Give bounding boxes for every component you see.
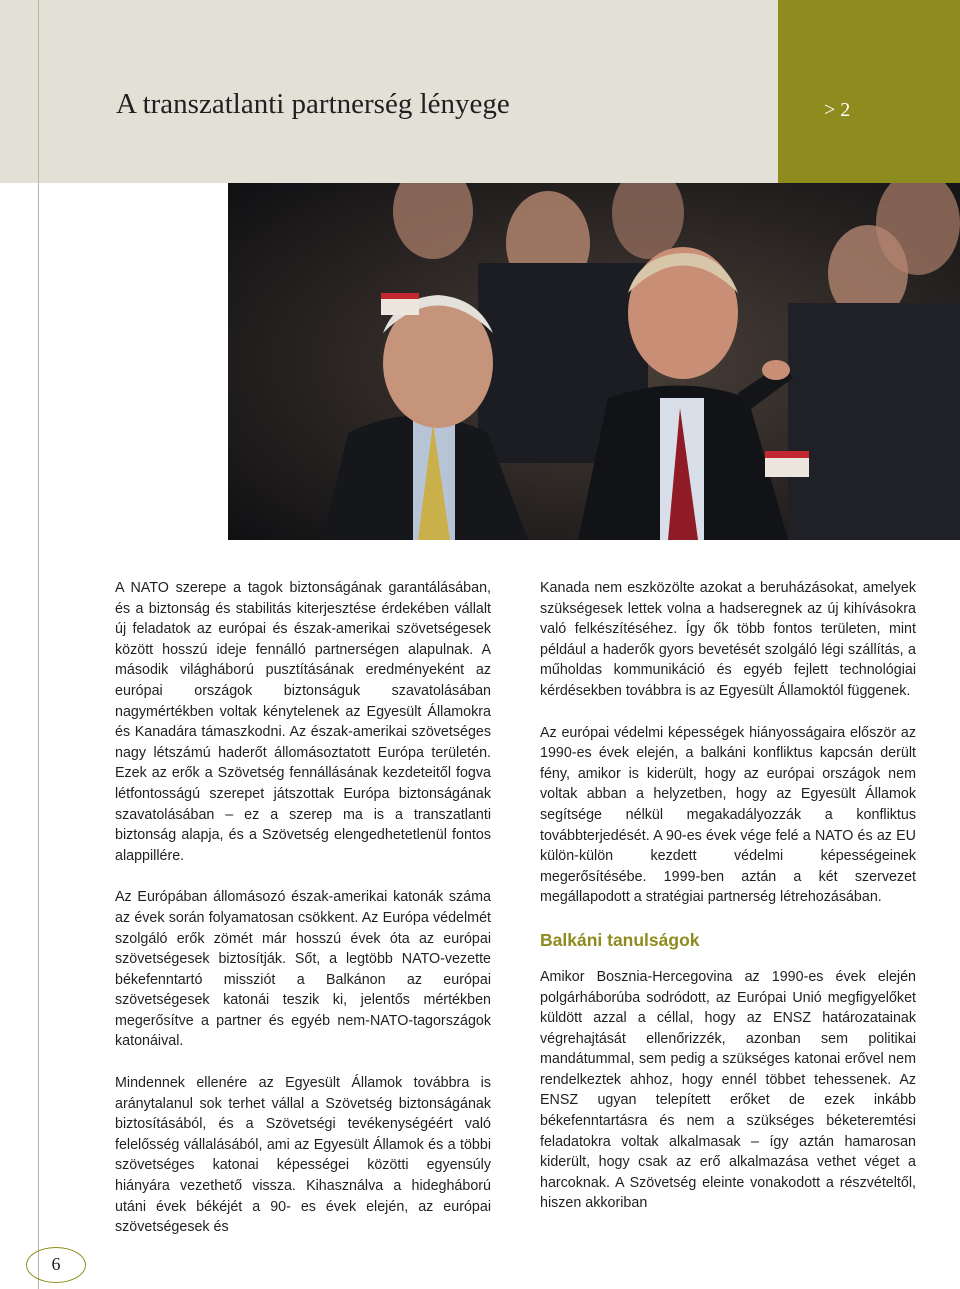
paragraph: Mindennek ellenére az Egyesült Államok továbbra is aránytalanul sok terhet vállal a Szövetség biztonságának biztosításából, és a Szövetségi tevékenységéért való felelősség vállalásából, ami az Egyesült Államok és a többi szövetséges katonai képességei közötti egyensúly hiányára vezethető vissza. Kihasználva a hidegháború utáni évek békéjét a 90- es évek elején, az európai szövetségesek és (115, 1075, 491, 1236)
header-accent-block (778, 0, 960, 183)
photo-placeholder-icon (228, 183, 960, 540)
section-heading: Balkáni tanulságok (540, 929, 700, 950)
section-marker: > 2 (824, 99, 851, 121)
paragraph: A NATO szerepe a tagok biztonságának garantálásában, és a biztonság és stabilitás kiterjesztése érdekében vállalt új feladatok az európai és észak-amerikai szövetségesek között hosszú ideje fennálló partnerségen alapulnak. A második világháború pusztításának eredményeként az európai országok biztonságuk szavatolásában nagymértékben voltak kénytelenek az Egyesült Államokra és Kanadára támaszkodni. Az észak-amerikai szövetséges nagy létszámú haderőt állomásoztatott Európa területén. Ezek az erők a Szövetség fennállásának kezdeteitől fogva létfontosságú szerepet játszottak Európa biztonságának szavatolásában – ez a szerep ma is a transzatlanti biztonság alapja, és a Szövetség elengedhetetlenül fontos alappillére. (115, 580, 491, 864)
page-number: 6 (51, 1254, 61, 1274)
page-title: A transzatlanti partnerség lényege (116, 88, 510, 120)
paragraph: Amikor Bosznia-Hercegovina az 1990-es évek elején polgárháborúba sodródott, az Európai Unió megfigyelőket küldött azzal a céllal, hogy az ENSZ határozatainak végrehajtását ellenőrizzék, azonban sem politikai mandátummal, sem pedig a szükséges katonai erővel nem rendelkeztek ahhoz, hogy ennél többet tehessenek. Az ENSZ ugyan telepített erőket de ezek inkább békefenntartásra és nem a szükséges béketeremtési feladatokra voltak alkalmasak – így aztán hamarosan kiderült, hogy csak az erő alkalmazása vethet véget a harcoknak. A Szövetség eleinte vonakodott a részvételtől, hiszen akkoriban (540, 968, 916, 1212)
paragraph: Az európai védelmi képességek hiányosságaira először az 1990-es évek elején, a balkáni konfliktus kapcsán derült fény, amikor is kiderült, hogy az európai országok nem voltak abban a helyzetben, hogy az Egyesült Államok segítsége nélkül megakadályozzák a konfliktus továbbterjedését. A 90-es évek vége felé a NATO és az EU külön-külön kezdett védelmi képességeinek megerősítésébe. 1999-ben aztán a két szervezet megállapodott a stratégiai partnerség létrehozásában. (540, 724, 916, 906)
right-column (540, 578, 916, 1235)
left-margin-rule (38, 0, 39, 1289)
photo (228, 183, 960, 540)
left-column (115, 578, 491, 1259)
paragraph: Kanada nem eszközölte azokat a beruházásokat, amelyek szükségesek lettek volna a hadseregnek az új kihívásokra való felkészítéséhez. Így ők több fontos területen, mint például a haderők gyors bevetését szolgáló légi szállítás, a műholdas kommunikáció és egyéb fejlett technológiai kérdésekben továbbra is az Egyesült Államoktól függenek. (540, 580, 916, 699)
paragraph: Az Európában állomásozó észak-amerikai katonák száma az évek során folyamatosan csökkent. Az Európa védelmét szolgáló erők zömét már hosszú évek óta az európai szövetségesek biztosítják. Sőt, a legtöbb NATO-vezette békefenntartó missziót a Balkánon az európai szövetségesek katonái teszik ki, jelentős mértékben megerősítve a partner és egyéb nem-NATO-tagországok katonáival. (115, 889, 491, 1050)
